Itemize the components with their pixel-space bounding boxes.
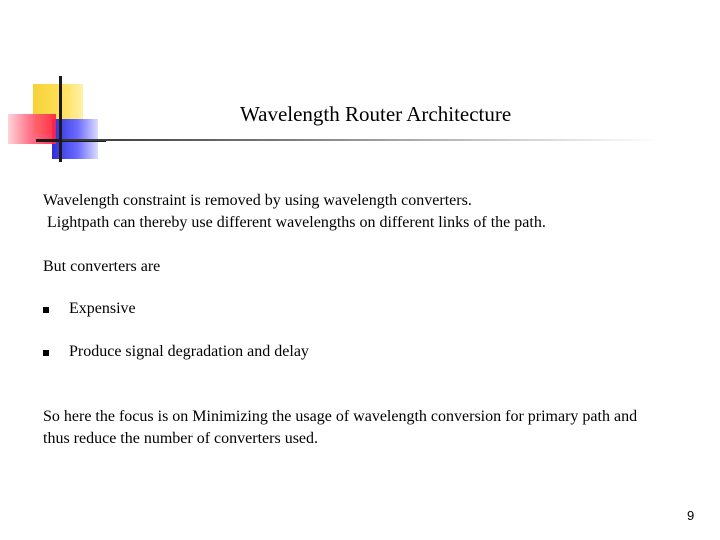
page-number: 9 xyxy=(687,508,695,523)
bullet-item xyxy=(43,298,136,320)
lead-in-text: But converters are xyxy=(43,258,161,275)
bullet-text: Produce signal degradation and delay xyxy=(69,343,309,360)
intro-line-2: Lightpath can thereby use different wavelengths on different links of the path. xyxy=(47,214,546,231)
logo-vertical-line xyxy=(59,76,62,162)
intro-paragraph xyxy=(43,190,546,234)
intro-line-1: Wavelength constraint is removed by using wavelength converters. xyxy=(43,192,472,209)
conclusion-paragraph xyxy=(43,406,637,450)
slide-logo-graphic xyxy=(0,0,120,170)
bullet-text: Expensive xyxy=(69,300,136,317)
bullet-item xyxy=(43,341,309,363)
square-bullet-icon xyxy=(43,350,49,356)
title-underline-rule xyxy=(62,139,662,141)
conclusion-line-2: thus reduce the number of converters used. xyxy=(43,430,319,447)
slide-title: Wavelength Router Architecture xyxy=(240,102,512,126)
square-bullet-icon xyxy=(43,307,49,313)
conclusion-line-1: So here the focus is on Minimizing the usage of wavelength conversion for primary path and xyxy=(43,408,638,425)
